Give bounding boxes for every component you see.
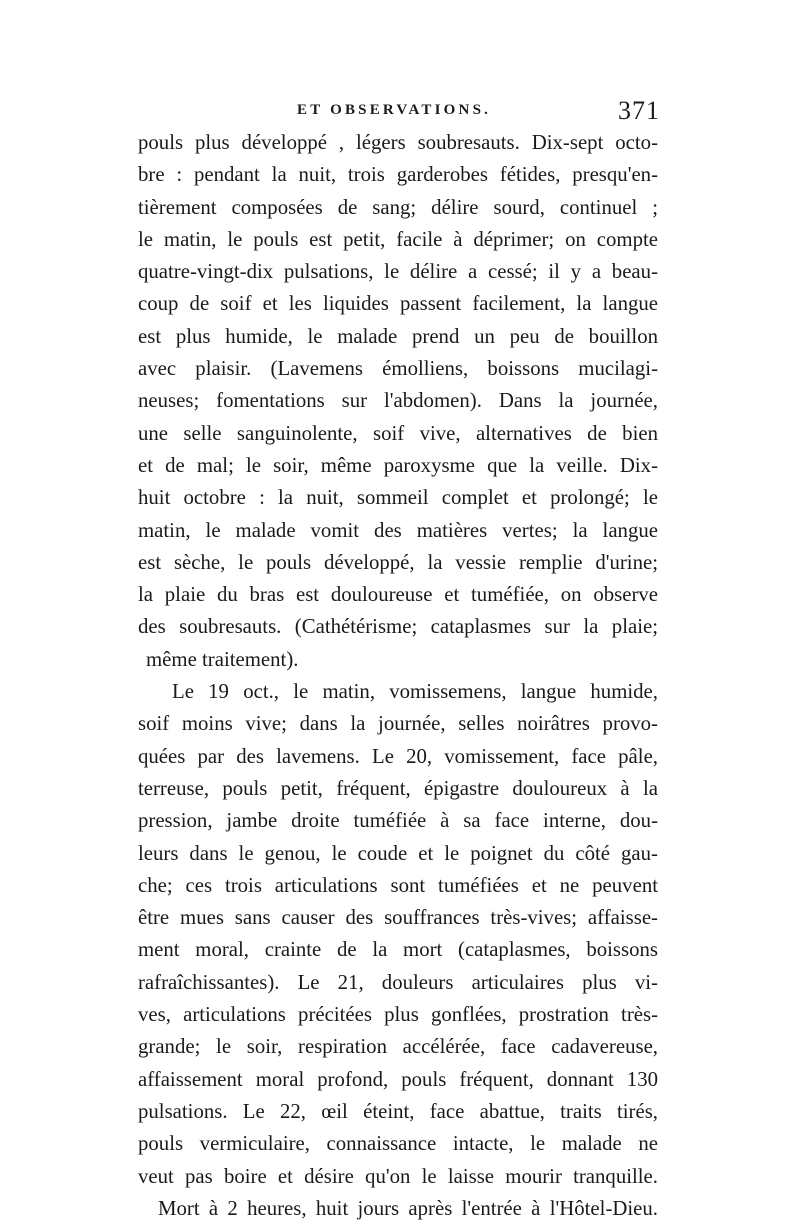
- text-line: ment moral, crainte de la mort (cataplasmes, boissons: [138, 938, 658, 962]
- body-text: [138, 127, 658, 1225]
- text-line: grande; le soir, respiration accélérée, face cadavereuse,: [138, 1035, 658, 1059]
- text-line: des soubresauts. (Cathétérisme; cataplasmes sur la plaie;: [138, 615, 658, 639]
- text-line: et de mal; le soir, même paroxysme que la veille. Dix-: [138, 453, 658, 477]
- text-line: terreuse, pouls petit, fréquent, épigastre douloureux à la: [138, 776, 658, 800]
- text-line: est plus humide, le malade prend un peu de bouillon: [138, 324, 658, 348]
- text-line: ves, articulations précitées plus gonflées, prostration très-: [138, 1003, 658, 1027]
- text-line: rafraîchissantes). Le 21, douleurs articulaires plus vi-: [138, 970, 658, 994]
- text-line: pression, jambe droite tuméfiée à sa face interne, dou-: [138, 809, 658, 833]
- text-line: tièrement composées de sang; délire sourd, continuel ;: [138, 195, 658, 219]
- text-line: soif moins vive; dans la journée, selles noirâtres provo-: [138, 712, 658, 736]
- text-line: être mues sans causer des souffrances très-vives; affaisse-: [138, 906, 658, 930]
- text-line: veut pas boire et désire qu'on le laisse mourir tranquille.: [138, 1164, 658, 1188]
- paragraph-start-line: Le 19 oct., le matin, vomissemens, langue humide,: [172, 680, 658, 704]
- text-line: même traitement).: [146, 647, 299, 671]
- text-line: pouls plus développé , légers soubresauts. Dix-sept octo-: [138, 131, 658, 154]
- text-line: pouls vermiculaire, connaissance intacte, le malade ne: [138, 1132, 658, 1156]
- text-line: quatre-vingt-dix pulsations, le délire a cessé; il y a beau-: [138, 260, 658, 284]
- text-line: pulsations. Le 22, œil éteint, face abattue, traits tirés,: [138, 1099, 658, 1123]
- text-line: une selle sanguinolente, soif vive, alternatives de bien: [138, 421, 658, 445]
- text-line: Mort à 2 heures, huit jours après l'entrée à l'Hôtel-Dieu.: [158, 1196, 658, 1220]
- text-line: le matin, le pouls est petit, facile à déprimer; on compte: [138, 227, 658, 251]
- text-line: neuses; fomentations sur l'abdomen). Dans la journée,: [138, 389, 658, 413]
- page-number: 371: [618, 96, 660, 125]
- text-line: quées par des lavemens. Le 20, vomissement, face pâle,: [138, 744, 658, 768]
- text-line: la plaie du bras est douloureuse et tuméfiée, on observe: [138, 583, 658, 607]
- text-line: affaissement moral profond, pouls fréquent, donnant 130: [138, 1067, 658, 1091]
- text-line: matin, le malade vomit des matières vertes; la langue: [138, 518, 658, 542]
- text-line: leurs dans le genou, le coude et le poignet du côté gau-: [138, 841, 658, 865]
- text-line: huit octobre : la nuit, sommeil complet et prolongé; le: [138, 486, 658, 510]
- text-line: est sèche, le pouls développé, la vessie remplie d'urine;: [138, 550, 658, 574]
- running-header: [140, 96, 660, 130]
- text-line: avec plaisir. (Lavemens émolliens, boissons mucilagi-: [138, 357, 658, 381]
- running-title: ET OBSERVATIONS.: [297, 102, 492, 118]
- text-line: coup de soif et les liquides passent facilement, la langue: [138, 292, 658, 316]
- text-line: che; ces trois articulations sont tuméfiées et ne peuvent: [138, 873, 658, 897]
- text-line: bre : pendant la nuit, trois garderobes fétides, presqu'en-: [138, 163, 658, 187]
